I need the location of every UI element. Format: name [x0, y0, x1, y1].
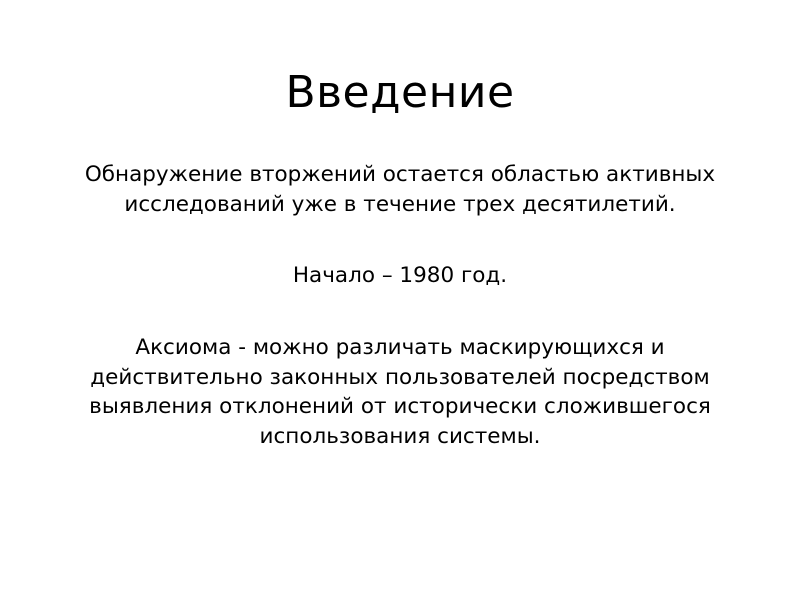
- body-paragraph-2: Начало – 1980 год.: [292, 263, 508, 289]
- slide-body: [55, 160, 745, 452]
- body-paragraph-3: Аксиома - можно различать маскирующихся и действительно законных пользователей посредством выявления отклонений от исторически сложившегося использования системы.: [89, 334, 711, 449]
- body-paragraph-1: Обнаружение вторжений остается областью активных исследований уже в течение трех десятилетий.: [84, 162, 716, 217]
- page-title: Введение: [285, 67, 515, 119]
